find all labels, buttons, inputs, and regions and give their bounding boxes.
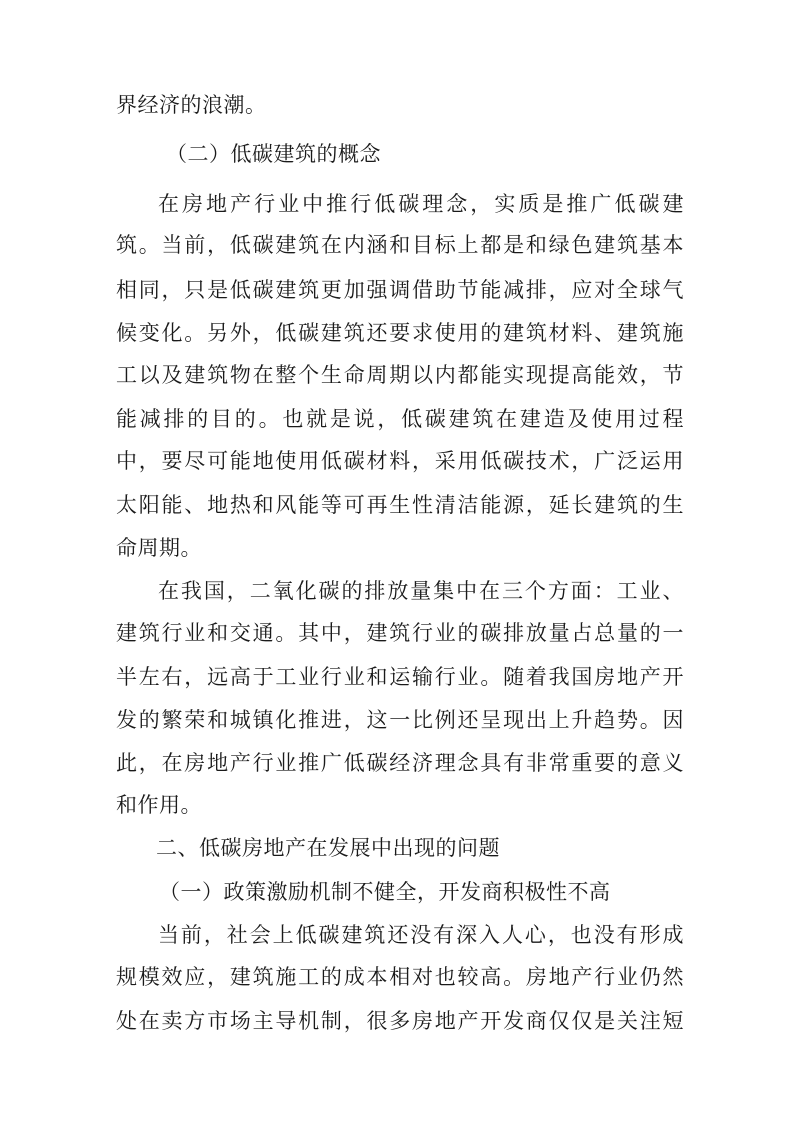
text-line: 和作用。	[116, 793, 202, 817]
text-line: 相同，只是低碳建筑更加强调借助节能减排，应对全球气	[116, 278, 684, 302]
text-line: 半左右，远高于工业行业和运输行业。随着我国房地产开	[116, 665, 684, 689]
text-line: 建筑行业和交通。其中，建筑行业的碳排放量占总量的一	[116, 621, 684, 645]
text-line: 在房地产行业中推行低碳理念，实质是推广低碳建	[158, 192, 684, 216]
text-line: 工以及建筑物在整个生命周期以内都能实现提高能效，节	[116, 363, 684, 387]
text-line: 中，要尽可能地使用低碳材料，采用低碳技术，广泛运用	[116, 449, 684, 473]
text-line: 在我国，二氧化碳的排放量集中在三个方面：工业、	[158, 579, 684, 603]
section-heading: 二、低碳房地产在发展中出现的问题	[156, 836, 500, 860]
text-line: 能减排的目的。也就是说，低碳建筑在建造及使用过程	[116, 407, 684, 431]
text-line: 发的繁荣和城镇化推进，这一比例还呈现出上升趋势。因	[116, 708, 684, 732]
text-line: 太阳能、地热和风能等可再生性清洁能源，延长建筑的生	[116, 493, 684, 517]
text-line: 命周期。	[116, 536, 202, 560]
section-heading: （二）低碳建筑的概念	[166, 142, 381, 166]
text-line: 处在卖方市场主导机制，很多房地产开发商仅仅是关注短	[116, 1009, 684, 1033]
text-line: 当前，社会上低碳建筑还没有深入人心，也没有形成	[158, 923, 684, 947]
text-line: 规模效应，建筑施工的成本相对也较高。房地产行业仍然	[116, 965, 684, 989]
text-line: 筑。当前，低碳建筑在内涵和目标上都是和绿色建筑基本	[116, 233, 684, 257]
text-line: 此，在房地产行业推广低碳经济理念具有非常重要的意义	[116, 751, 684, 775]
text-line: 界经济的浪潮。	[116, 93, 267, 117]
text-line: 候变化。另外，低碳建筑还要求使用的建筑材料、建筑施	[116, 321, 684, 345]
subsection-heading: （一）政策激励机制不健全，开发商积极性不高	[159, 880, 611, 904]
